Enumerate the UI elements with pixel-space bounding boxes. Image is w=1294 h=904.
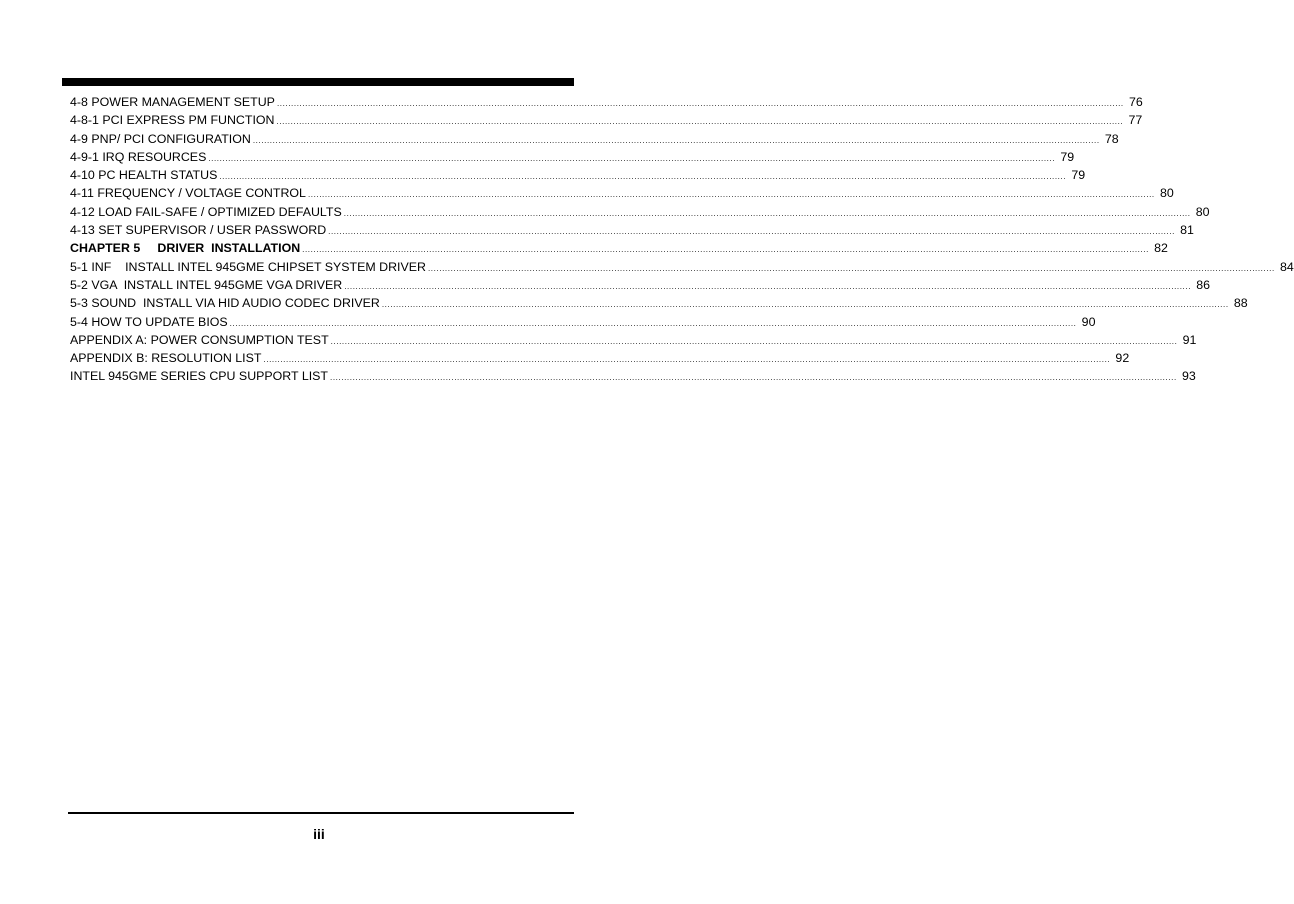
toc-entry-title: 4-12 LOAD FAIL-SAFE / OPTIMIZED DEFAULTS (70, 204, 342, 219)
toc-entry-page: 80 (1195, 204, 1210, 219)
page-number: iii (313, 826, 325, 842)
toc-entry (70, 258, 1294, 276)
toc-dot-leader: ............................................................................................................................................................................................................................................................................................................ (302, 245, 1149, 255)
toc-dot-leader: ............................................................................................................................................................................................................................................................................................................ (276, 99, 1124, 108)
toc-entry-title: 4-9-1 IRQ RESOURCES (70, 149, 207, 164)
toc-entry (70, 166, 1086, 184)
toc-dot-leader: ............................................................................................................................................................................................................................................................................................................ (219, 172, 1067, 182)
toc-dot-leader: ............................................................................................................................................................................................................................................................................................................ (330, 373, 1177, 383)
toc-dot-leader: ............................................................................................................................................................................................................................................................................................................ (208, 153, 1056, 163)
toc-entry-page: 79 (1071, 168, 1086, 183)
toc-entry-page: 88 (1233, 296, 1248, 311)
header-rule (62, 78, 574, 86)
toc-entry (70, 367, 1196, 385)
toc-entry-page: 82 (1154, 241, 1168, 256)
toc-entry-page: 91 (1182, 332, 1197, 347)
toc-entry-page: 81 (1180, 223, 1194, 238)
toc-entry (70, 276, 1211, 294)
toc-entry-title: 4-8-1 PCI EXPRESS PM FUNCTION (70, 113, 275, 128)
toc-dot-leader: ............................................................................................................................................................................................................................................................................................................ (344, 281, 1192, 291)
toc-entry-page: 80 (1159, 186, 1174, 201)
toc-entry (70, 130, 1119, 148)
toc-entry-page: 93 (1182, 369, 1196, 384)
toc-entry (70, 313, 1096, 331)
toc-entry-page: 92 (1115, 351, 1130, 366)
toc-entry-page: 84 (1279, 259, 1294, 274)
toc-entry (70, 221, 1194, 239)
toc-entry (70, 93, 1143, 111)
footer-rule (68, 812, 574, 814)
toc-entry (70, 184, 1174, 202)
toc-entry-page: 90 (1081, 314, 1096, 329)
toc-dot-leader: ............................................................................................................................................................................................................................................................................................................ (276, 117, 1124, 127)
toc-entry-title: 4-10 PC HEALTH STATUS (70, 168, 218, 183)
toc-dot-leader: ............................................................................................................................................................................................................................................................................................................ (229, 318, 1077, 328)
toc-entry-title: 5-4 HOW TO UPDATE BIOS (70, 314, 228, 329)
toc-entry-title: 4-11 FREQUENCY / VOLTAGE CONTROL (70, 186, 306, 201)
toc-entry-page: 77 (1128, 113, 1143, 128)
toc-entry-page: 86 (1196, 277, 1211, 292)
toc-entry-title: INTEL 945GME SERIES CPU SUPPORT LIST (70, 369, 328, 384)
toc-entry (70, 239, 1168, 257)
toc-entry (70, 111, 1143, 129)
toc-entry-page: 79 (1060, 149, 1075, 164)
toc-dot-leader: ............................................................................................................................................................................................................................................................................................................ (381, 300, 1229, 310)
toc-entry (70, 203, 1210, 221)
toc-entry-title: 4-13 SET SUPERVISOR / USER PASSWORD (70, 223, 327, 238)
toc-dot-leader: ............................................................................................................................................................................................................................................................................................................ (307, 190, 1155, 200)
toc-dot-leader: ............................................................................................................................................................................................................................................................................................................ (263, 355, 1111, 365)
toc-entry-title: APPENDIX B: RESOLUTION LIST (70, 351, 262, 366)
toc-dot-leader: ............................................................................................................................................................................................................................................................................................................ (252, 135, 1100, 145)
toc-entry (70, 331, 1197, 349)
toc-dot-leader: ............................................................................................................................................................................................................................................................................................................ (343, 208, 1191, 218)
toc-entry-title: 5-1 INF INSTALL INTEL 945GME CHIPSET SYSTEM DRIVER (70, 259, 426, 274)
toc-dot-leader: ............................................................................................................................................................................................................................................................................................................ (427, 263, 1275, 273)
toc-entry-title: 4-9 PNP/ PCI CONFIGURATION (70, 131, 251, 146)
toc-entry-page: 76 (1128, 95, 1143, 109)
toc-entry-page: 78 (1104, 131, 1119, 146)
toc-entry-title: 5-2 VGA INSTALL INTEL 945GME VGA DRIVER (70, 277, 343, 292)
toc-entry-title: CHAPTER 5 DRIVER INSTALLATION (70, 241, 301, 256)
table-of-contents (70, 93, 1294, 386)
toc-entry-title: 5-3 SOUND INSTALL VIA HID AUDIO CODEC DRIVER (70, 296, 380, 311)
toc-entry (70, 294, 1248, 312)
toc-dot-leader: ............................................................................................................................................................................................................................................................................................................ (330, 336, 1178, 346)
toc-entry-title: 4-8 POWER MANAGEMENT SETUP (70, 95, 275, 109)
toc-entry (70, 349, 1130, 367)
toc-entry-title: APPENDIX A: POWER CONSUMPTION TEST (70, 332, 329, 347)
toc-entry (70, 148, 1075, 166)
toc-dot-leader: ............................................................................................................................................................................................................................................................................................................ (328, 227, 1175, 237)
